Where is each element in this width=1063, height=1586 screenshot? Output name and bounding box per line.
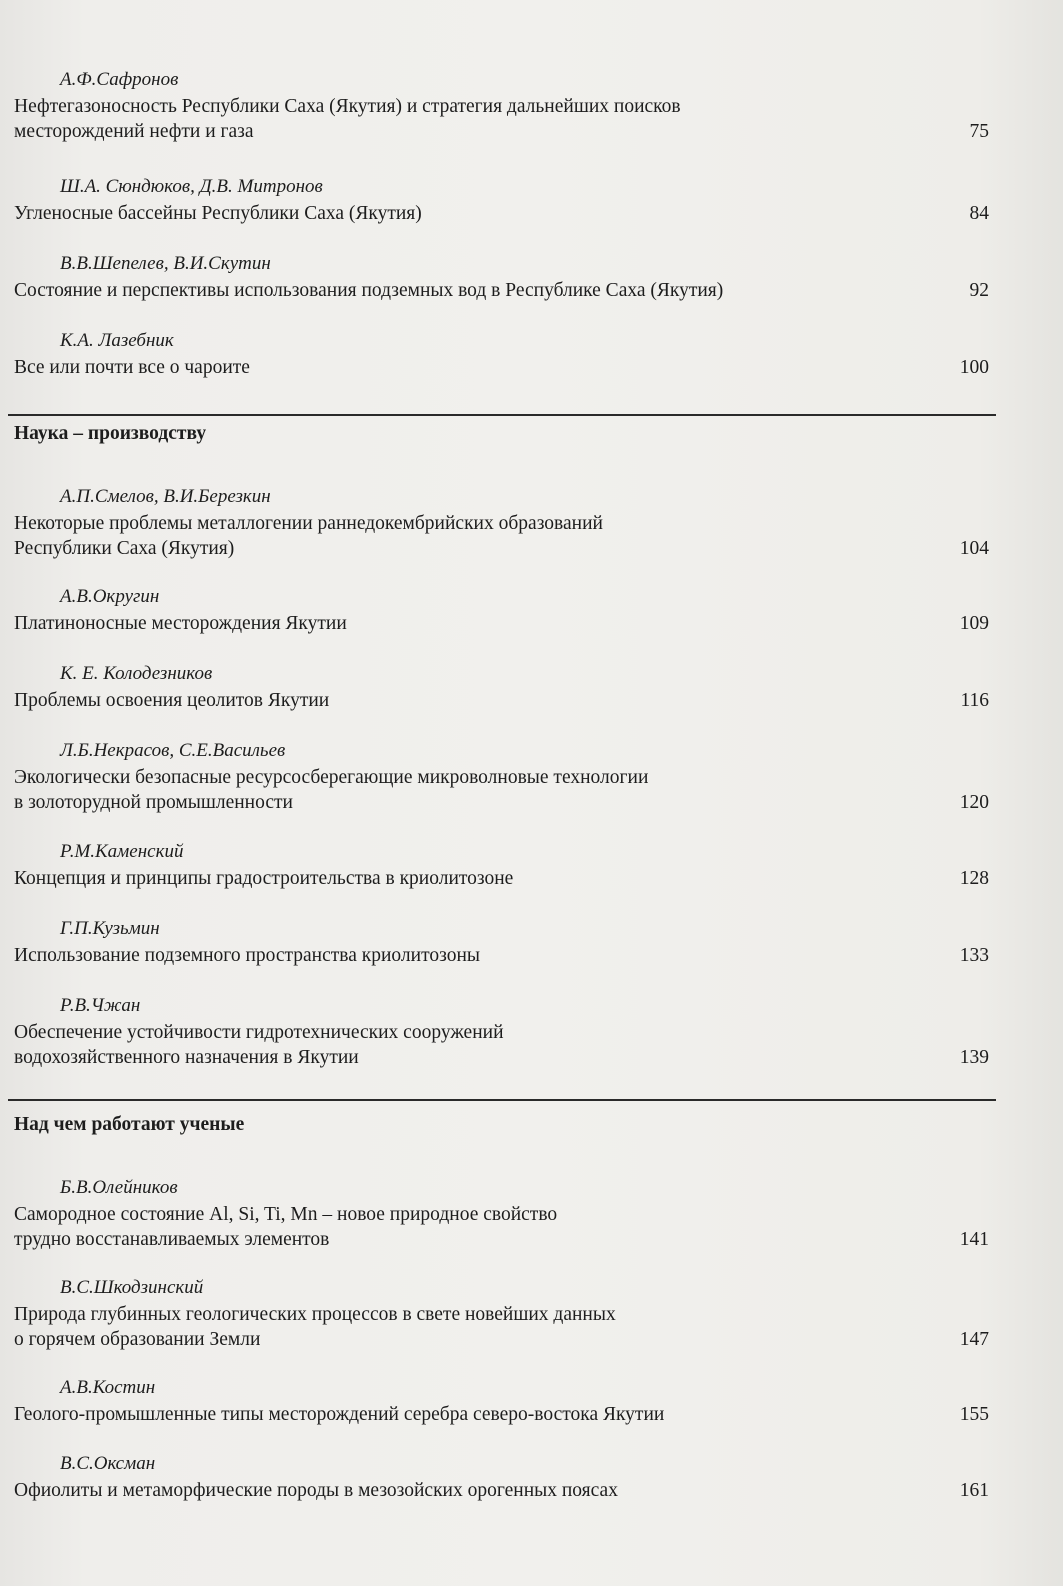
toc-entry: [14, 329, 989, 381]
entry-page-number: 161: [959, 1480, 989, 1501]
entry-title: Некоторые проблемы металлогении раннедокембрийских образований Республики Саха (Якутия): [14, 513, 603, 559]
entry-title: Концепция и принципы градостроительства в криолитозоне: [14, 868, 514, 889]
entry-page-number: 92: [969, 280, 989, 301]
entry-author: А.В.Костин: [60, 1377, 156, 1398]
entry-page-number: 116: [960, 690, 989, 711]
toc-entry: [14, 175, 989, 227]
entry-author: А.Ф.Сафронов: [60, 69, 179, 90]
entry-author: В.В.Шепелев, В.И.Скутин: [60, 253, 271, 274]
entry-title: Платиноносные месторождения Якутии: [14, 613, 347, 634]
entry-title: Природа глубинных геологических процессов в свете новейших данных о горячем образовании Земли: [14, 1304, 616, 1350]
entry-page-number: 75: [969, 121, 989, 142]
entry-title: Состояние и перспективы использования подземных вод в Республике Саха (Якутия): [14, 280, 724, 301]
entry-author: Г.П.Кузьмин: [60, 918, 160, 939]
toc-entry: [14, 485, 989, 565]
entry-author: А.В.Округин: [60, 586, 160, 607]
entry-page-number: 100: [959, 357, 989, 378]
entry-title: Самородное состояние Al, Si, Ti, Mn – новое природное свойство трудно восстанавливаемых элементов: [14, 1204, 558, 1250]
entry-author: В.С.Оксман: [60, 1453, 156, 1474]
entry-page-number: 84: [969, 203, 989, 224]
entry-title: Геолого-промышленные типы месторождений серебра северо-востока Якутии: [14, 1404, 665, 1425]
entry-author: К. Е. Колодезников: [60, 663, 213, 684]
toc-entry: [14, 1452, 989, 1504]
entry-page-number: 109: [959, 613, 989, 634]
toc-entry: [14, 1376, 989, 1428]
entry-title: Использование подземного пространства криолитозоны: [14, 945, 480, 966]
entry-author: А.П.Смелов, В.И.Березкин: [60, 486, 271, 507]
entry-page-number: 147: [959, 1329, 989, 1350]
entry-author: Б.В.Олейников: [60, 1177, 178, 1198]
section-divider: [8, 414, 996, 416]
section-heading: Наука – производству: [14, 423, 207, 444]
toc-entry: [14, 1276, 989, 1356]
toc-entry: [14, 252, 989, 304]
entry-page-number: 133: [959, 945, 989, 966]
entry-title: Нефтегазоносность Республики Саха (Якутия) и стратегия дальнейших поисков месторождений нефти и газа: [14, 96, 681, 142]
entry-page-number: 155: [959, 1404, 989, 1425]
entry-author: Л.Б.Некрасов, С.Е.Васильев: [60, 740, 286, 761]
entry-author: Р.М.Каменский: [60, 841, 184, 862]
toc-entry: [14, 1176, 989, 1256]
toc-entry: [14, 994, 989, 1074]
entry-author: Р.В.Чжан: [60, 995, 141, 1016]
toc-entry: [14, 662, 989, 714]
toc-entry: [14, 68, 989, 148]
entry-page-number: 120: [959, 792, 989, 813]
toc-entry: [14, 917, 989, 969]
section-divider: [8, 1099, 996, 1101]
entry-page-number: 128: [959, 868, 989, 889]
toc-entry: [14, 739, 989, 819]
entry-title: Проблемы освоения цеолитов Якутии: [14, 690, 330, 711]
entry-author: К.А. Лазебник: [60, 330, 174, 351]
entry-title: Офиолиты и метаморфические породы в мезозойских орогенных поясах: [14, 1480, 618, 1501]
toc-entry: [14, 585, 989, 637]
section-heading: Над чем работают ученые: [14, 1114, 245, 1135]
toc-entry: [14, 840, 989, 892]
entry-title: Экологически безопасные ресурсосберегающие микроволновые технологии в золоторудной промышленности: [14, 767, 649, 813]
entry-page-number: 139: [959, 1047, 989, 1068]
entry-page-number: 141: [959, 1229, 989, 1250]
entry-author: Ш.А. Сюндюков, Д.В. Митронов: [60, 176, 323, 197]
entry-title: Все или почти все о чароите: [14, 357, 250, 378]
entry-title: Обеспечение устойчивости гидротехнических сооружений водохозяйственного назначения в Якутии: [14, 1022, 504, 1068]
entry-page-number: 104: [959, 538, 989, 559]
entry-author: В.С.Шкодзинский: [60, 1277, 204, 1298]
entry-title: Угленосные бассейны Республики Саха (Якутия): [14, 203, 422, 224]
